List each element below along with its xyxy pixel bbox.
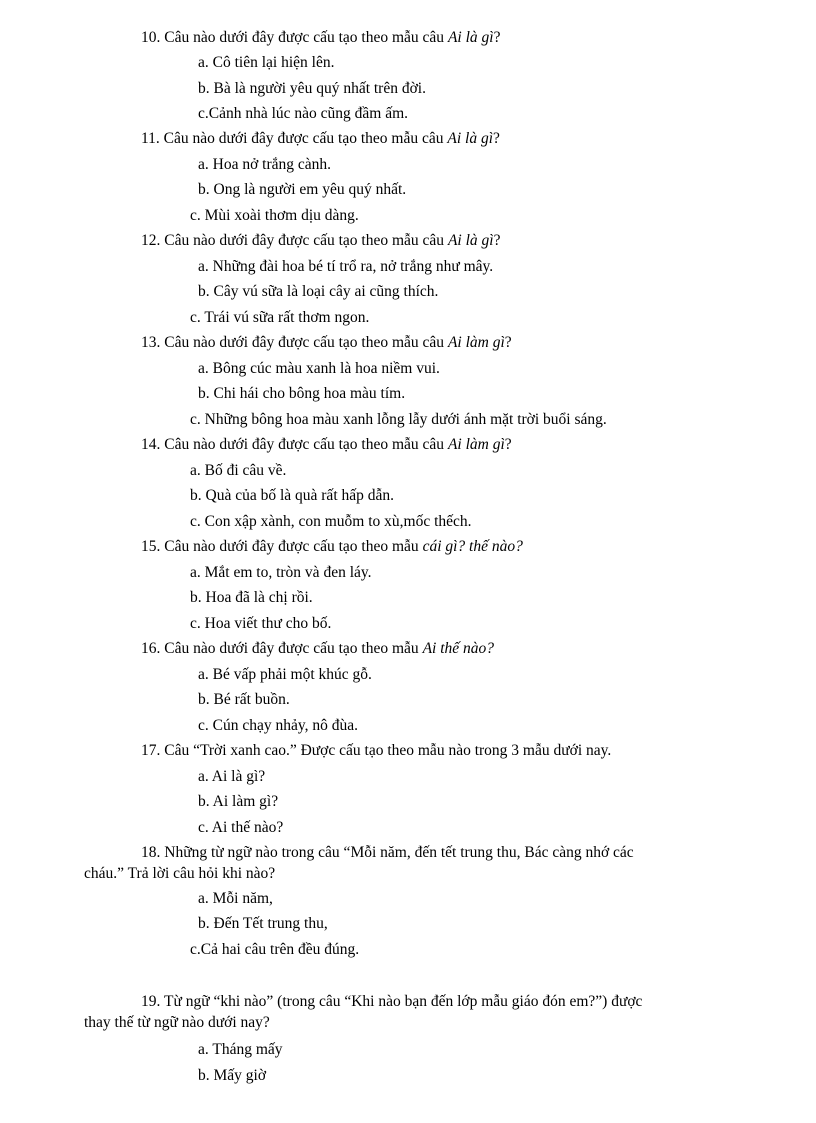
question-11: [141, 129, 500, 149]
option-18a: a. Mỗi năm,: [198, 890, 273, 907]
option-10b: b. Bà là người yêu quý nhất trên đời.: [198, 80, 426, 97]
question-suffix: ?: [504, 436, 512, 453]
question-pattern: Ai làm gì: [447, 436, 505, 453]
option-13b: b. Chi hái cho bông hoa màu tím.: [198, 385, 406, 402]
option-17b: b. Ai làm gì?: [198, 793, 279, 810]
question-text: 14. Câu nào dưới đây được cấu tạo theo mẫu câu: [141, 436, 448, 453]
option-15a: a. Mắt em to, tròn và đen láy.: [190, 564, 372, 581]
option-11c: c. Mùi xoài thơm dịu dàng.: [190, 207, 359, 224]
question-17: 17. Câu “Trời xanh cao.” Được cấu tạo theo mẫu nào trong 3 mẫu dưới nay.: [141, 742, 612, 759]
question-pattern: Ai làm gì: [447, 334, 505, 351]
option-14b: b. Quà của bố là quà rất hấp dẫn.: [190, 487, 395, 504]
option-16c: c. Cún chạy nhảy, nô đùa.: [198, 717, 358, 734]
option-15b: b. Hoa đã là chị rồi.: [190, 589, 313, 606]
question-suffix: ?: [504, 334, 512, 351]
option-12b: b. Cây vú sữa là loại cây ai cũng thích.: [198, 283, 439, 300]
question-text: 10. Câu nào dưới đây được cấu tạo theo mẫu câu: [141, 29, 448, 46]
question-pattern: Ai là gì: [447, 232, 494, 249]
question-14: [141, 435, 512, 455]
question-19-line2: thay thế từ ngữ nào dưới nay?: [84, 1014, 270, 1031]
question-text: 11. Câu nào dưới đây được cấu tạo theo mẫu câu: [141, 130, 448, 147]
question-18-line2: cháu.” Trả lời câu hỏi khi nào?: [84, 865, 276, 882]
option-18c: c.Cả hai câu trên đều đúng.: [190, 941, 360, 958]
option-12a: a. Những đài hoa bé tí trổ ra, nở trắng như mây.: [198, 258, 494, 275]
option-14c: c. Con xập xành, con muỗm to xù,mốc thếch.: [190, 513, 472, 530]
question-15: [141, 537, 523, 557]
question-suffix: ?: [493, 29, 501, 46]
option-11b: b. Ong là người em yêu quý nhất.: [198, 181, 407, 198]
option-19b: b. Mấy giờ: [198, 1067, 267, 1084]
question-10: [141, 28, 500, 48]
option-10a: a. Cô tiên lại hiện lên.: [198, 54, 335, 71]
question-12: [141, 231, 500, 251]
option-13a: a. Bông cúc màu xanh là hoa niềm vui.: [198, 360, 440, 377]
question-text: 15. Câu nào dưới đây được cấu tạo theo mẫu: [141, 538, 423, 555]
option-18b: b. Đến Tết trung thu,: [198, 915, 328, 932]
question-18-line1: 18. Những từ ngữ nào trong câu “Mỗi năm, đến tết trung thu, Bác càng nhớ các: [141, 844, 634, 861]
question-pattern: cái gì? thế nào?: [422, 538, 523, 555]
question-pattern: Ai là gì: [447, 29, 494, 46]
question-19-line1: 19. Từ ngữ “khi nào” (trong câu “Khi nào bạn đến lớp mẫu giáo đón em?”) được: [141, 993, 643, 1010]
option-13c: c. Những bông hoa màu xanh lỗng lẫy dưới ánh mặt trời buổi sáng.: [190, 411, 607, 428]
question-16: [141, 639, 494, 659]
question-pattern: Ai là gì: [447, 130, 494, 147]
question-pattern: Ai thế nào?: [422, 640, 495, 657]
option-15c: c. Hoa viết thư cho bố.: [190, 615, 332, 632]
option-16b: b. Bé rất buồn.: [198, 691, 290, 708]
option-19a: a. Tháng mấy: [198, 1041, 283, 1058]
question-13: [141, 333, 512, 353]
question-suffix: ?: [493, 232, 501, 249]
question-text: 12. Câu nào dưới đây được cấu tạo theo mẫu câu: [141, 232, 448, 249]
question-text: 13. Câu nào dưới đây được cấu tạo theo mẫu câu: [141, 334, 448, 351]
option-10c: c.Cảnh nhà lúc nào cũng đầm ấm.: [198, 105, 409, 122]
option-11a: a. Hoa nở trắng cành.: [198, 156, 332, 173]
option-14a: a. Bố đi câu về.: [190, 462, 287, 479]
question-suffix: ?: [493, 130, 500, 147]
question-text: 16. Câu nào dưới đây được cấu tạo theo mẫu: [141, 640, 423, 657]
option-16a: a. Bé vấp phải một khúc gỗ.: [198, 666, 372, 683]
option-17c: c. Ai thế nào?: [198, 819, 284, 836]
option-12c: c. Trái vú sữa rất thơm ngon.: [190, 309, 370, 326]
option-17a: a. Ai là gì?: [198, 768, 266, 785]
